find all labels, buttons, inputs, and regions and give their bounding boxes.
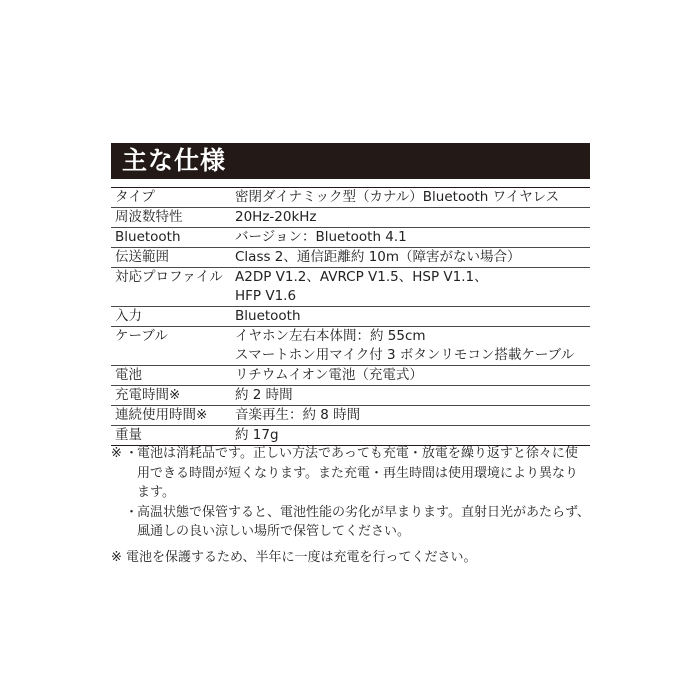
spec-value: [230, 307, 590, 327]
spec-label: Bluetooth: [115, 229, 181, 245]
spec-label: 連続使用時間※: [115, 407, 208, 423]
note-line: ます。: [137, 485, 175, 500]
spec-value: [230, 426, 590, 446]
spec-label: 充電時間※: [115, 387, 181, 403]
note-text: [137, 503, 590, 542]
section-header-bar: [111, 143, 590, 179]
note-mark: ※: [111, 446, 122, 461]
spec-label: 伝送範囲: [115, 249, 169, 265]
note-bullet: ・: [125, 446, 139, 461]
spec-label: タイプ: [115, 189, 155, 205]
spec-label: 重量: [115, 427, 142, 443]
note-text: [137, 444, 590, 503]
spec-row-range: [111, 248, 590, 268]
spec-row-profiles: [111, 268, 590, 307]
spec-row-battery: [111, 366, 590, 386]
spec-value-line: 約 17g: [235, 427, 279, 443]
spec-value-line: Bluetooth: [235, 308, 301, 324]
spec-value-line: 20Hz-20kHz: [235, 209, 317, 225]
spec-row-charge-time: [111, 386, 590, 406]
spec-value: [230, 228, 590, 248]
note-line: 風通しの良い涼しい場所で保管してください。: [137, 524, 411, 539]
spec-table: [111, 187, 590, 446]
spec-row-bluetooth: [111, 228, 590, 248]
spec-value: [230, 386, 590, 406]
spec-row-weight: [111, 426, 590, 446]
spec-row-type: [111, 188, 590, 208]
note-line: 高温状態で保管すると、電池性能の劣化が早まります。直射日光があたらず、: [137, 504, 590, 520]
spec-value: [230, 327, 590, 366]
spec-row-input: [111, 307, 590, 327]
spec-value-line: イヤホン左右本体間：約 55cm: [235, 328, 426, 344]
spec-value: [230, 268, 590, 307]
spec-value: [230, 406, 590, 426]
note-bullet: ・: [125, 504, 139, 520]
notes-section: [111, 444, 590, 567]
spec-label: 電池: [115, 367, 142, 383]
spec-value: [230, 188, 590, 208]
spec-value: [230, 208, 590, 228]
spec-value-line: バージョン：Bluetooth 4.1: [235, 229, 407, 245]
spec-label: 対応プロファイル: [115, 269, 223, 285]
spec-row-cable: [111, 327, 590, 366]
spec-value: [230, 366, 590, 386]
spec-label: ケーブル: [115, 328, 168, 344]
note-item: [111, 444, 590, 503]
note-item: [111, 503, 590, 542]
spec-row-frequency: [111, 208, 590, 228]
note-line: 用できる時間が短くなります。また充電・再生時間は使用環境により異なり: [137, 465, 578, 481]
spec-value: [230, 248, 590, 268]
spec-value-line: リチウムイオン電池（充電式）: [235, 367, 423, 383]
spec-label: 入力: [115, 308, 142, 324]
note-line: 電池は消耗品です。正しい方法であっても充電・放電を繰り返すと徐々に使: [137, 446, 578, 461]
spec-value-line: Class 2、通信距離約 10m（障害がない場合）: [235, 249, 521, 265]
section-title: 主な仕様: [122, 146, 227, 175]
spec-value-line: 音楽再生：約 8 時間: [235, 407, 361, 423]
spec-value-line: HFP V1.6: [235, 288, 297, 304]
spec-value-line: A2DP V1.2、AVRCP V1.5、HSP V1.1、: [235, 269, 488, 285]
spec-value-line: 密閉ダイナミック型（カナル）Bluetooth ワイヤレス: [235, 189, 560, 205]
note-footer: ※ 電池を保護するため、半年に一度は充電を行ってください。: [111, 549, 477, 565]
spec-value-line: 約 2 時間: [235, 387, 293, 403]
spec-value-line: スマートホン用マイク付 3 ボタンリモコン搭載ケーブル: [235, 347, 575, 363]
spec-label: 周波数特性: [115, 209, 183, 225]
spec-row-usage-time: [111, 406, 590, 426]
